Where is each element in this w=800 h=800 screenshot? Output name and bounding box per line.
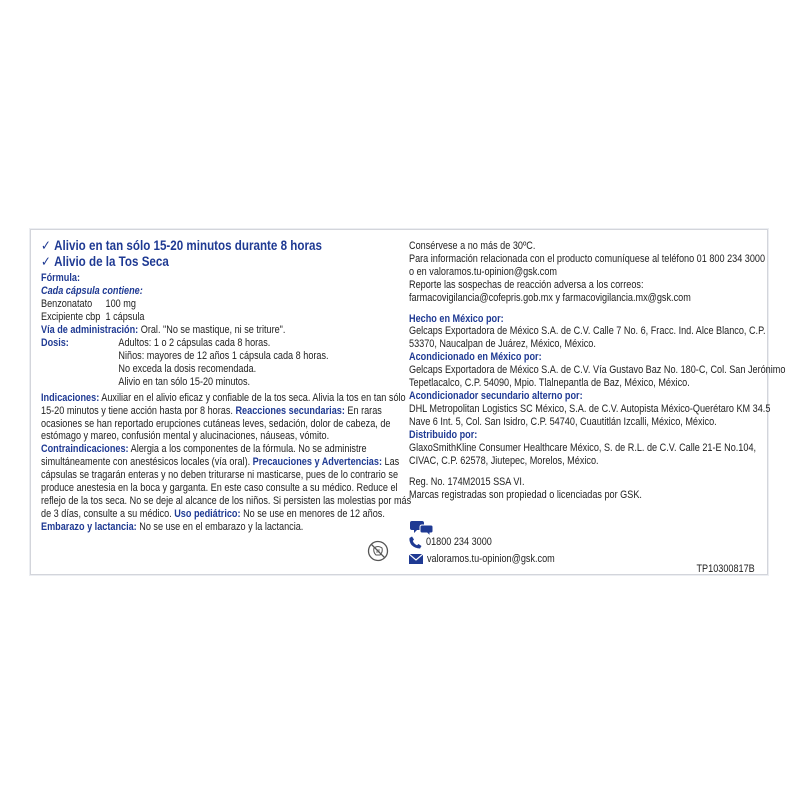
label-panel xyxy=(30,229,786,575)
section-text: No se use en el embarazo y la lactancia. xyxy=(136,520,304,533)
no-chew-pictogram-icon xyxy=(367,540,389,562)
body-line xyxy=(41,494,412,508)
ingredient-name: Excipiente cbp xyxy=(41,310,101,323)
dosage-text: No exceda la dosis recomendada. xyxy=(118,362,257,375)
body-line xyxy=(41,404,382,418)
address-line: Tepetlacalco, C.P. 54090, Mpio. Tlalnepantla de Baz, México, México. xyxy=(409,377,690,390)
section-text: No se use en menores de 12 años. xyxy=(240,507,385,520)
storage-line: Consérvese a no más de 30ºC. xyxy=(409,240,536,252)
packaged-in-heading: Acondicionado en México por: xyxy=(409,351,542,364)
dosage-line xyxy=(41,350,351,363)
chat-bubbles-icon xyxy=(410,520,434,536)
dosage-label: Dosis: xyxy=(41,336,69,349)
made-in-heading: Hecho en México por: xyxy=(409,312,504,325)
dosage-text: Adultos: 1 o 2 cápsulas cada 8 horas. xyxy=(118,336,271,349)
section-heading: Embarazo y lactancia: xyxy=(41,520,137,533)
email-address[interactable]: valoramos.tu-opinion@gsk.com xyxy=(427,553,555,565)
envelope-icon xyxy=(409,554,423,564)
phone-contact xyxy=(409,536,503,549)
body-line xyxy=(41,443,367,456)
claim-dry-cough xyxy=(41,254,351,270)
section-text: de 3 días, consulte a su médico. xyxy=(41,507,175,520)
formula-row xyxy=(41,298,351,311)
email-contact xyxy=(409,553,576,566)
section-text: cápsulas se tragarán enteras y no deben triturarse ni masticarse, pues de lo contrario se xyxy=(41,469,399,482)
section-heading: Uso pediátrico: xyxy=(174,507,241,520)
section-text: simultáneamente con anestésicos locales (vía oral). xyxy=(41,456,253,469)
address-line: GlaxoSmithKline Consumer Healthcare México, S. de R.L. de C.V. Calle 21-E No.104, xyxy=(409,441,757,454)
claim-text: Alivio en tan sólo 15-20 minutos durante 8 horas xyxy=(54,238,322,253)
section-heading: Precauciones y Advertencias: xyxy=(252,456,382,469)
dosage-line xyxy=(41,337,351,350)
ingredient-name: Benzonatato xyxy=(41,297,93,310)
body-line xyxy=(41,482,398,495)
right-column xyxy=(409,240,786,502)
section-text: Auxiliar en el alivio eficaz y confiable de la tos seca. Alivia la tos en tan sólo xyxy=(99,391,406,404)
body-line xyxy=(41,417,391,431)
section-heading: Contraindicaciones: xyxy=(41,443,129,456)
administration-text: Oral. "No se mastique, ni se triture". xyxy=(140,323,286,336)
info-line: Reporte las sospechas de reacción adversa a los correos: xyxy=(409,278,644,291)
section-heading: Reacciones secundarias: xyxy=(235,404,345,417)
registration-number: Reg. No. 174M2015 SSA VI. xyxy=(409,476,525,489)
claim-fast-relief xyxy=(41,238,351,254)
checkmark-icon: ✓ xyxy=(41,254,51,269)
address-line: Gelcaps Exportadora de México S.A. de C.V. Calle 7 No. 6, Fracc. Ind. Alce Blanco, C.P. xyxy=(409,325,766,338)
body-line xyxy=(41,507,385,521)
info-line: farmacovigilancia@cofepris.gob.mx y farmacovigilancia.mx@gsk.com xyxy=(409,291,691,304)
section-text: reflejo de la tos seca. No se deje al alcance de los niños. Si persisten las molestias por más xyxy=(41,494,412,507)
formula-heading: Fórmula: xyxy=(41,272,80,284)
address-line: CIVAC, C.P. 62578, Jiutepec, Morelos, México. xyxy=(409,454,599,467)
address-line: DHL Metropolitan Logistics SC México, S.A. de C.V. Autopista México-Querétaro KM 34.5 xyxy=(409,402,771,415)
section-text: Las xyxy=(381,456,400,469)
info-line: Para información relacionada con el producto comuníquese al teléfono 01 800 234 3000 xyxy=(409,252,766,265)
body-line xyxy=(41,521,351,534)
left-column xyxy=(41,238,412,534)
claim-text: Alivio de la Tos Seca xyxy=(54,254,169,269)
dosage-text: Niños: mayores de 12 años 1 cápsula cada 8 horas. xyxy=(118,349,329,362)
section-text: 15-20 minutos y tiene acción hasta por 8 horas. xyxy=(41,404,236,417)
secondary-packager-heading: Acondicionador secundario alterno por: xyxy=(409,389,583,402)
trademark-notice: Marcas registradas son propiedad o licenciadas por GSK. xyxy=(409,489,642,502)
phone-icon xyxy=(409,536,422,549)
section-text: estómago y mareo, confusión mental y alucinaciones, náuseas, vómito. xyxy=(41,430,330,443)
distributed-by-heading: Distribuido por: xyxy=(409,428,478,441)
dosage-line xyxy=(41,376,351,389)
section-heading: Indicaciones: xyxy=(41,391,100,404)
formula-row xyxy=(41,311,351,324)
phone-number[interactable]: 01800 234 3000 xyxy=(426,536,492,549)
info-line: o en valoramos.tu-opinion@gsk.com xyxy=(409,265,558,278)
dosage-text: Alivio en tan sólo 15-20 minutos. xyxy=(118,375,251,388)
indications-warnings-text xyxy=(41,391,412,534)
body-line xyxy=(41,430,351,443)
body-line xyxy=(41,391,406,405)
section-text: En raras xyxy=(344,404,382,417)
address-line: 53370, Naucalpan de Juárez, México, México. xyxy=(409,338,596,351)
checkmark-icon: ✓ xyxy=(41,238,51,253)
body-line xyxy=(41,456,400,469)
section-text: ocasiones se han reportado erupciones cutáneas leves, sedación, dolor de cabeza, de xyxy=(41,417,391,430)
product-code: TP10300817B xyxy=(696,563,755,575)
address-line: Nave 6 Int. 5, Col. San Isidro, C.P. 54740, Cuautitlán Izcalli, México, México. xyxy=(409,415,717,428)
ingredient-amount: 100 mg xyxy=(105,297,136,310)
body-line xyxy=(41,469,399,482)
formula-subheading: Cada cápsula contiene: xyxy=(41,284,143,297)
address-line: Gelcaps Exportadora de México S.A. de C.V. Vía Gustavo Baz No. 180-C, Col. San Jerónimo xyxy=(409,364,786,377)
section-text: produce anestesia en la boca y garganta. En este caso consulte a su médico. Reduce el xyxy=(41,482,398,495)
ingredient-amount: 1 cápsula xyxy=(105,310,145,323)
administration-label: Vía de administración: xyxy=(41,323,139,336)
dosage-line xyxy=(41,363,351,376)
administration-line xyxy=(41,324,351,337)
section-text: Alergia a los componentes de la fórmula. No se administre xyxy=(128,443,367,456)
